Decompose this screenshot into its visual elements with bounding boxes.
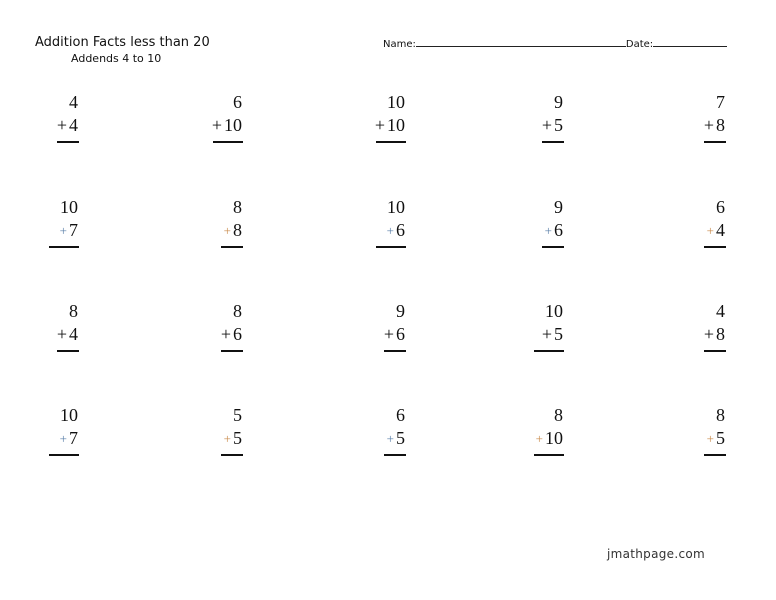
answer-line (384, 350, 406, 352)
addition-problem (345, 404, 405, 460)
plus-sign: + (220, 324, 231, 344)
addend-top: 10 (387, 197, 405, 217)
plus-sign: + (386, 431, 394, 446)
addend-bottom-row (503, 114, 563, 137)
plus-sign: + (59, 223, 67, 238)
addition-problem (665, 196, 725, 252)
addend-bottom-row (18, 427, 78, 451)
addend-top: 8 (233, 197, 242, 217)
plus-sign: + (56, 115, 67, 135)
plus-sign: + (383, 324, 394, 344)
addend-bottom-row (18, 114, 78, 137)
plus-sign: + (56, 324, 67, 344)
answer-line (376, 246, 406, 248)
addition-problem (182, 404, 242, 460)
addend-bottom: 5 (554, 115, 563, 135)
addend-bottom: 4 (716, 220, 725, 240)
plus-sign: + (374, 115, 385, 135)
answer-line (221, 246, 243, 248)
addend-bottom-row (345, 323, 405, 346)
addend-top: 9 (396, 301, 405, 321)
addition-problem (503, 196, 563, 252)
addend-bottom-row (503, 323, 563, 346)
addition-problem (18, 91, 78, 147)
answer-line (376, 141, 406, 143)
plus-sign: + (703, 324, 714, 344)
addend-top: 10 (60, 405, 78, 425)
name-label: Name: (383, 39, 416, 50)
answer-line (57, 350, 79, 352)
addend-top: 10 (60, 197, 78, 217)
worksheet-title: Addition Facts less than 20 (35, 35, 210, 50)
addend-bottom-row (182, 219, 242, 243)
answer-line (704, 454, 726, 456)
addition-problem (503, 404, 563, 460)
answer-line (542, 141, 564, 143)
name-blank (416, 38, 626, 47)
addend-top: 7 (716, 92, 725, 112)
answer-line (704, 141, 726, 143)
answer-line (49, 246, 79, 248)
addition-problem (665, 300, 725, 356)
addend-bottom: 10 (387, 115, 405, 135)
addition-problem (345, 300, 405, 356)
addition-problem (182, 196, 242, 252)
addend-bottom: 8 (716, 115, 725, 135)
addend-bottom: 6 (554, 220, 563, 240)
addend-bottom-row (345, 219, 405, 243)
addend-top: 8 (69, 301, 78, 321)
addend-bottom-row (665, 427, 725, 451)
plus-sign: + (706, 431, 714, 446)
addend-bottom-row (182, 323, 242, 346)
addend-bottom: 6 (396, 324, 405, 344)
plus-sign: + (541, 324, 552, 344)
answer-line (213, 141, 243, 143)
plus-sign: + (211, 115, 222, 135)
addend-bottom-row (182, 114, 242, 137)
addend-top: 6 (396, 405, 405, 425)
addend-bottom-row (665, 219, 725, 243)
addend-top: 8 (233, 301, 242, 321)
addend-bottom: 6 (396, 220, 405, 240)
addend-bottom-row (18, 323, 78, 346)
addend-bottom: 10 (224, 115, 242, 135)
addition-problem (182, 300, 242, 356)
addend-top: 5 (233, 405, 242, 425)
date-label: Date: (625, 39, 654, 50)
answer-line (384, 454, 406, 456)
plus-sign: + (223, 431, 231, 446)
addend-bottom: 10 (545, 428, 563, 448)
addend-bottom: 5 (716, 428, 725, 448)
answer-line (542, 246, 564, 248)
plus-sign: + (386, 223, 394, 238)
answer-line (49, 454, 79, 456)
addend-top: 6 (233, 92, 242, 112)
worksheet-subtitle: Addends 4 to 10 (71, 52, 162, 65)
answer-line (704, 246, 726, 248)
addend-bottom-row (345, 114, 405, 137)
addition-problem (503, 91, 563, 147)
addend-top: 8 (554, 405, 563, 425)
addend-bottom-row (503, 427, 563, 451)
plus-sign: + (223, 223, 231, 238)
addend-bottom-row (18, 219, 78, 243)
addend-bottom: 5 (554, 324, 563, 344)
addend-top: 6 (716, 197, 725, 217)
addend-bottom: 7 (69, 428, 78, 448)
plus-sign: + (59, 431, 67, 446)
plus-sign: + (544, 223, 552, 238)
addend-bottom: 5 (233, 428, 242, 448)
answer-line (221, 350, 243, 352)
name-date-line (383, 38, 727, 50)
date-blank (653, 38, 727, 47)
plus-sign: + (703, 115, 714, 135)
answer-line (57, 141, 79, 143)
addend-bottom-row (665, 323, 725, 346)
addend-top: 9 (554, 92, 563, 112)
addend-top: 10 (387, 92, 405, 112)
addend-top: 4 (69, 92, 78, 112)
addition-problem (665, 91, 725, 147)
addend-top: 8 (716, 405, 725, 425)
plus-sign: + (541, 115, 552, 135)
addend-bottom: 5 (396, 428, 405, 448)
answer-line (704, 350, 726, 352)
addition-problem (18, 300, 78, 356)
addend-bottom: 6 (233, 324, 242, 344)
addend-bottom-row (182, 427, 242, 451)
addend-bottom-row (503, 219, 563, 243)
addition-problem (182, 91, 242, 147)
site-footer: jmathpage.com (607, 547, 706, 561)
addend-bottom-row (665, 114, 725, 137)
addend-bottom-row (345, 427, 405, 451)
addition-problem (18, 196, 78, 252)
addend-bottom: 8 (716, 324, 725, 344)
addition-problem (503, 300, 563, 356)
answer-line (534, 454, 564, 456)
addend-top: 9 (554, 197, 563, 217)
addend-bottom: 7 (69, 220, 78, 240)
addend-bottom: 4 (69, 324, 78, 344)
addition-problem (345, 91, 405, 147)
addend-top: 10 (545, 301, 563, 321)
addition-problem (665, 404, 725, 460)
plus-sign: + (706, 223, 714, 238)
addition-problem (345, 196, 405, 252)
addition-problem (18, 404, 78, 460)
addend-top: 4 (716, 301, 725, 321)
addend-bottom: 8 (233, 220, 242, 240)
answer-line (534, 350, 564, 352)
plus-sign: + (535, 431, 543, 446)
addend-bottom: 4 (69, 115, 78, 135)
answer-line (221, 454, 243, 456)
